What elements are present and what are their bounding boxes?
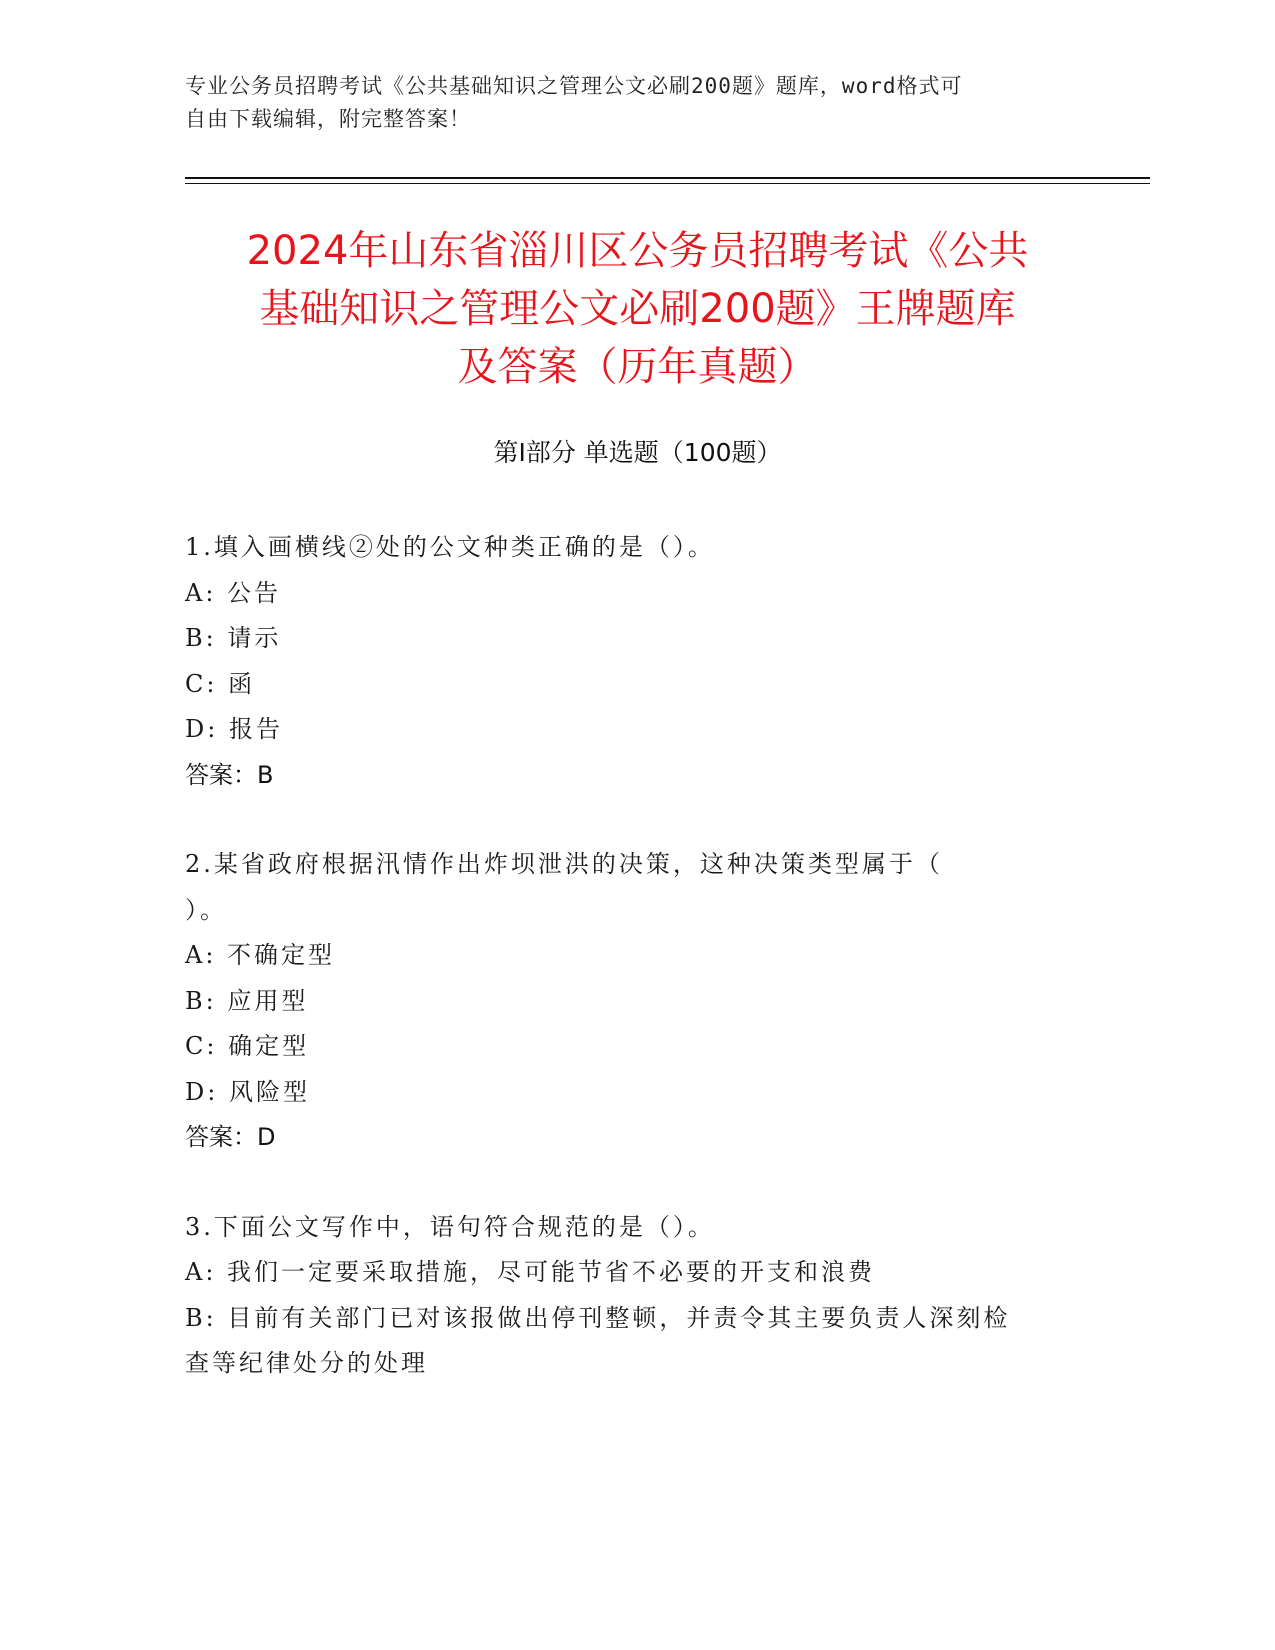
question-stem-continued: ）。 bbox=[185, 895, 227, 924]
option-a: A: 不确定型 bbox=[185, 941, 336, 969]
header-divider bbox=[185, 177, 1150, 179]
section-heading: 第Ⅰ部分 单选题（100题） bbox=[493, 438, 782, 467]
option-c: C: 确定型 bbox=[185, 1032, 310, 1060]
option-a: A: 公告 bbox=[185, 578, 282, 607]
question-3 bbox=[185, 1205, 1085, 1387]
question-list bbox=[185, 525, 1085, 1431]
answer: 答案：B bbox=[185, 760, 274, 789]
question-2 bbox=[185, 842, 1085, 1161]
question-1 bbox=[185, 525, 1085, 798]
question-stem: 3.下面公文写作中，语句符合规范的是（）。 bbox=[185, 1212, 715, 1241]
title-line: 及答案（历年真题） bbox=[457, 344, 818, 390]
option-d: D: 报告 bbox=[185, 715, 283, 743]
option-b: B: 应用型 bbox=[185, 986, 309, 1015]
title-line: 2024年山东省淄川区公务员招聘考试《公共 bbox=[246, 228, 1029, 274]
header-note-line: 专业公务员招聘考试《公共基础知识之管理公文必刷200题》题库，word格式可 bbox=[185, 74, 963, 98]
title-line: 基础知识之管理公文必刷200题》王牌题库 bbox=[259, 286, 1016, 332]
option-b: B: 目前有关部门已对该报做出停刊整顿，并责令其主要负责人深刻检 bbox=[185, 1303, 1011, 1332]
answer: 答案：D bbox=[185, 1123, 276, 1151]
document-title bbox=[150, 222, 1125, 396]
question-stem: 1.填入画横线②处的公文种类正确的是（）。 bbox=[185, 533, 715, 561]
header-divider-thin bbox=[185, 183, 1150, 184]
option-c: C: 函 bbox=[185, 669, 256, 698]
option-a: A: 我们一定要采取措施，尽可能节省不必要的开支和浪费 bbox=[185, 1258, 876, 1286]
option-d: D: 风险型 bbox=[185, 1077, 310, 1106]
header-note bbox=[185, 70, 1065, 136]
option-b: B: 请示 bbox=[185, 624, 282, 652]
header-note-line: 自由下载编辑，附完整答案！ bbox=[185, 107, 471, 131]
question-stem: 2.某省政府根据汛情作出炸坝泄洪的决策，这种决策类型属于（ bbox=[185, 850, 943, 878]
option-b-continued: 查等纪律处分的处理 bbox=[185, 1349, 428, 1377]
